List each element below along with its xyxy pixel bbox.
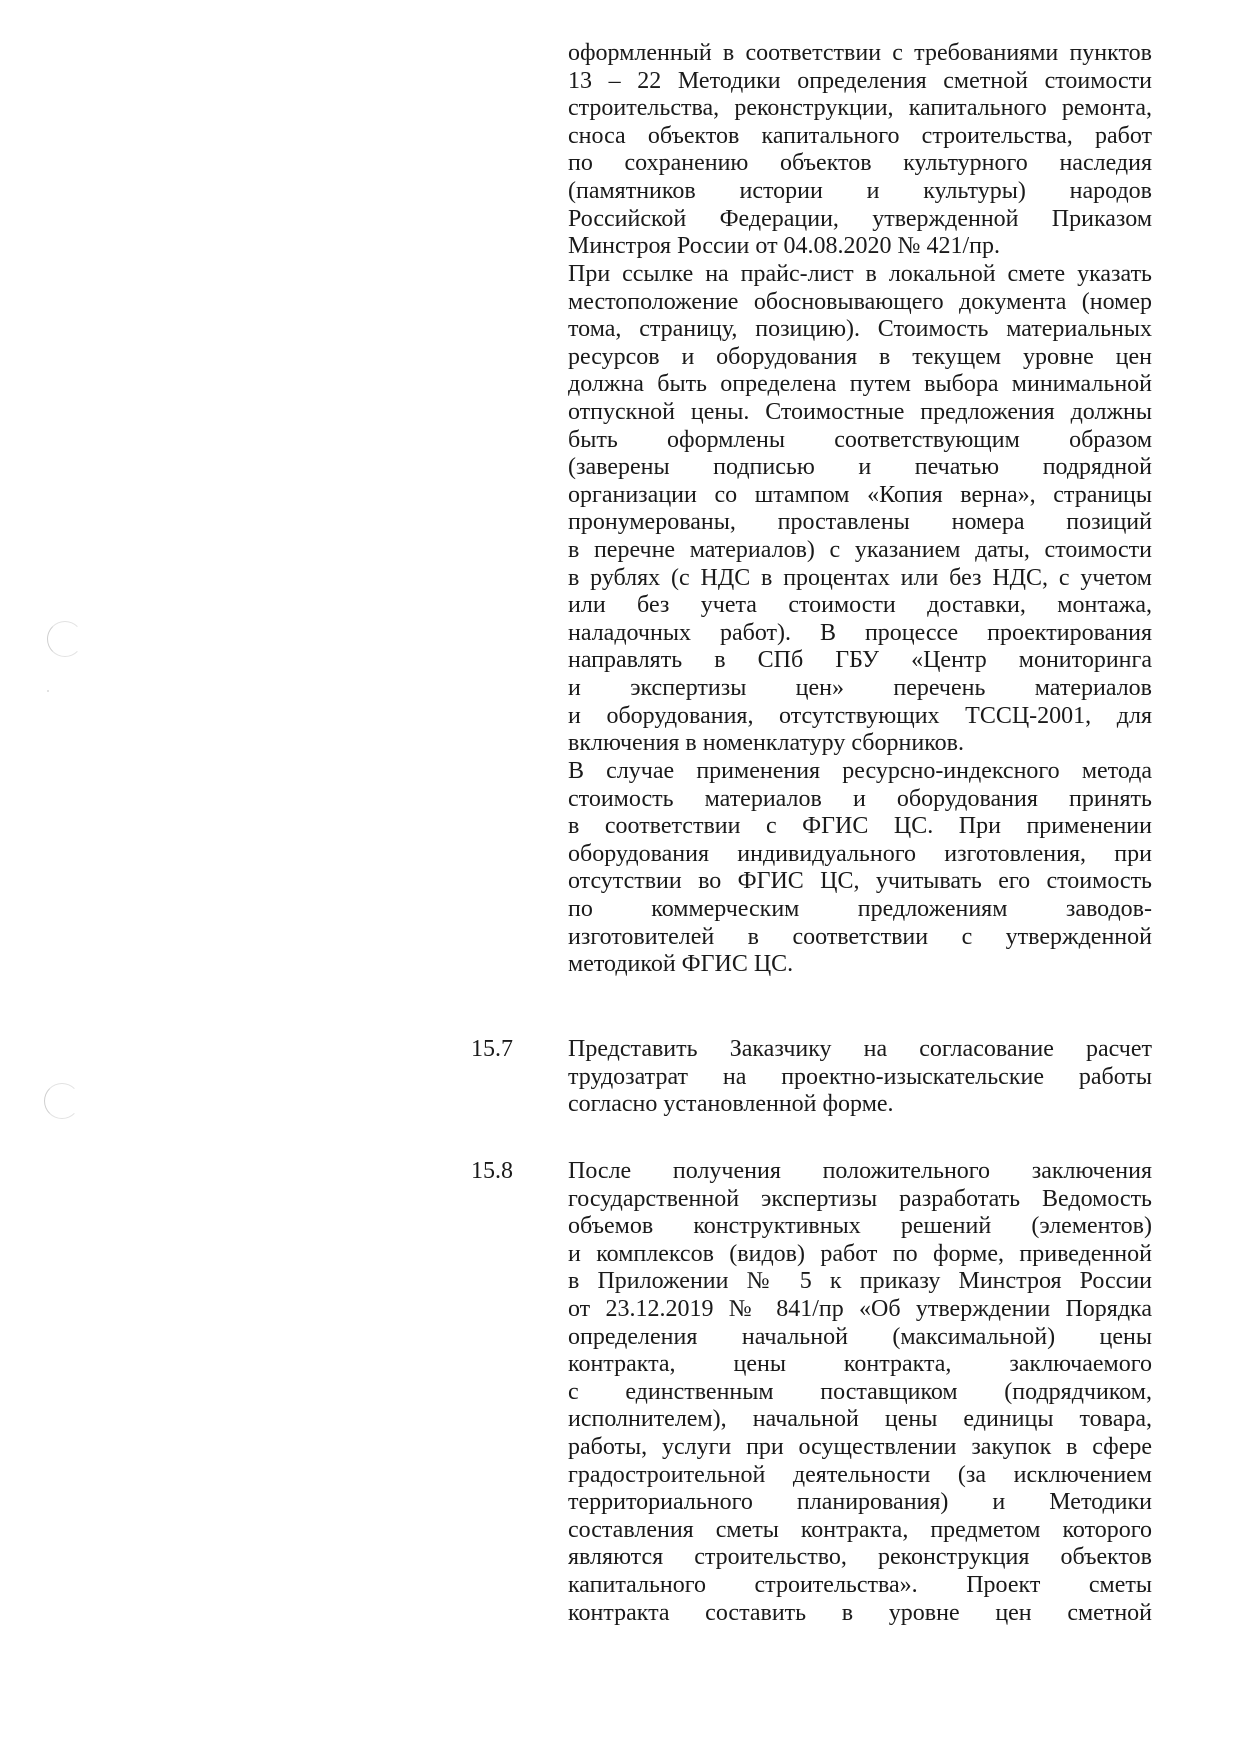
item-number: 15.8 xyxy=(471,1158,513,1184)
text-line: ресурсов и оборудования в текущем уровне цен xyxy=(568,343,1152,370)
text-line: в рублях (с НДС в процентах или без НДС, с учетом xyxy=(568,564,1152,591)
text-line: в Приложении № 5 к приказу Минстроя России xyxy=(568,1268,1152,1295)
price-list-paragraph xyxy=(568,261,1152,758)
continuation-paragraph xyxy=(568,40,1152,261)
text-line: быть оформлены соответствующим образом xyxy=(568,426,1152,453)
text-line: Минстроя России от 04.08.2020 № 421/пр. xyxy=(568,233,1000,260)
text-line: и экспертизы цен» перечень материалов xyxy=(568,674,1152,701)
text-line: составления сметы контракта, предметом которого xyxy=(568,1516,1152,1543)
text-line: методикой ФГИС ЦС. xyxy=(568,951,794,978)
item-15-7-text xyxy=(568,1036,1152,1119)
text-line: по сохранению объектов культурного наследия xyxy=(568,150,1152,177)
text-line: градостроительной деятельности (за исключением xyxy=(568,1461,1152,1488)
text-line: отсутствии во ФГИС ЦС, учитывать его стоимость xyxy=(568,868,1152,895)
text-line: строительства, реконструкции, капитального ремонта, xyxy=(568,95,1152,122)
text-line: направлять в СПб ГБУ «Центр мониторинга xyxy=(568,647,1152,674)
text-line: в перечне материалов) с указанием даты, стоимости xyxy=(568,536,1152,563)
text-line: (памятников истории и культуры) народов xyxy=(568,177,1152,204)
text-line: исполнителем), начальной цены единицы товара, xyxy=(568,1406,1152,1433)
text-line: организации со штампом «Копия верна», страницы xyxy=(568,481,1152,508)
text-line: оформленный в соответствии с требованиями пунктов xyxy=(568,40,1152,66)
text-line: Представить Заказчику на согласование расчет xyxy=(568,1036,1152,1062)
text-line: определения начальной (максимальной) цены xyxy=(568,1323,1152,1350)
text-line: пронумерованы, проставлены номера позиций xyxy=(568,509,1152,536)
text-line: оборудования индивидуального изготовления, при xyxy=(568,840,1152,867)
text-line: При ссылке на прайс-лист в локальной смете указать xyxy=(568,261,1152,287)
punch-hole-mark xyxy=(47,621,83,657)
text-line: или без учета стоимости доставки, монтажа, xyxy=(568,592,1152,619)
text-line: государственной экспертизы разработать Ведомость xyxy=(568,1185,1152,1212)
text-line: и комплексов (видов) работ по форме, приведенной xyxy=(568,1240,1152,1267)
text-line: тома, страницу, позицию). Стоимость материальных xyxy=(568,316,1152,343)
item-number: 15.7 xyxy=(471,1036,513,1062)
text-line: должна быть определена путем выбора минимальной xyxy=(568,371,1152,398)
text-line: (заверены подписью и печатью подрядной xyxy=(568,454,1152,481)
text-line: включения в номенклатуру сборников. xyxy=(568,730,964,757)
text-line: Российской Федерации, утвержденной Приказом xyxy=(568,205,1152,232)
text-line: стоимость материалов и оборудования принять xyxy=(568,785,1152,812)
scan-speck xyxy=(47,690,49,692)
text-line: в соответствии с ФГИС ЦС. При применении xyxy=(568,813,1152,840)
item-15-8-text xyxy=(568,1158,1152,1627)
text-line: контракта, цены контракта, заключаемого xyxy=(568,1351,1152,1378)
text-line: наладочных работ). В процессе проектирования xyxy=(568,619,1152,646)
text-line: объемов конструктивных решений (элементов) xyxy=(568,1213,1152,1240)
punch-hole-mark xyxy=(44,1083,80,1119)
text-line: сноса объектов капитального строительства, работ xyxy=(568,122,1152,149)
text-line: территориального планирования) и Методики xyxy=(568,1489,1152,1516)
text-line: капитального строительства». Проект сметы xyxy=(568,1571,1152,1598)
resource-index-paragraph xyxy=(568,758,1152,979)
text-line: трудозатрат на проектно-изыскательские работы xyxy=(568,1063,1152,1090)
text-line: являются строительство, реконструкция объектов xyxy=(568,1544,1152,1571)
text-line: с единственным поставщиком (подрядчиком, xyxy=(568,1378,1152,1405)
text-line: по коммерческим предложениям заводов- xyxy=(568,895,1152,922)
text-line: 13 – 22 Методики определения сметной стоимости xyxy=(568,67,1152,94)
text-line: местоположение обосновывающего документа (номер xyxy=(568,288,1152,315)
text-line: отпускной цены. Стоимостные предложения должны xyxy=(568,398,1152,425)
text-line: и оборудования, отсутствующих ТССЦ-2001, для xyxy=(568,702,1152,729)
text-line: изготовителей в соответствии с утвержденной xyxy=(568,923,1152,950)
text-line: После получения положительного заключения xyxy=(568,1158,1152,1184)
text-line: В случае применения ресурсно-индексного метода xyxy=(568,758,1152,784)
text-line: согласно установленной форме. xyxy=(568,1091,894,1118)
text-line: контракта составить в уровне цен сметной xyxy=(568,1599,1152,1626)
text-line: работы, услуги при осуществлении закупок в сфере xyxy=(568,1433,1152,1460)
text-line: от 23.12.2019 № 841/пр «Об утверждении Порядка xyxy=(568,1295,1152,1322)
